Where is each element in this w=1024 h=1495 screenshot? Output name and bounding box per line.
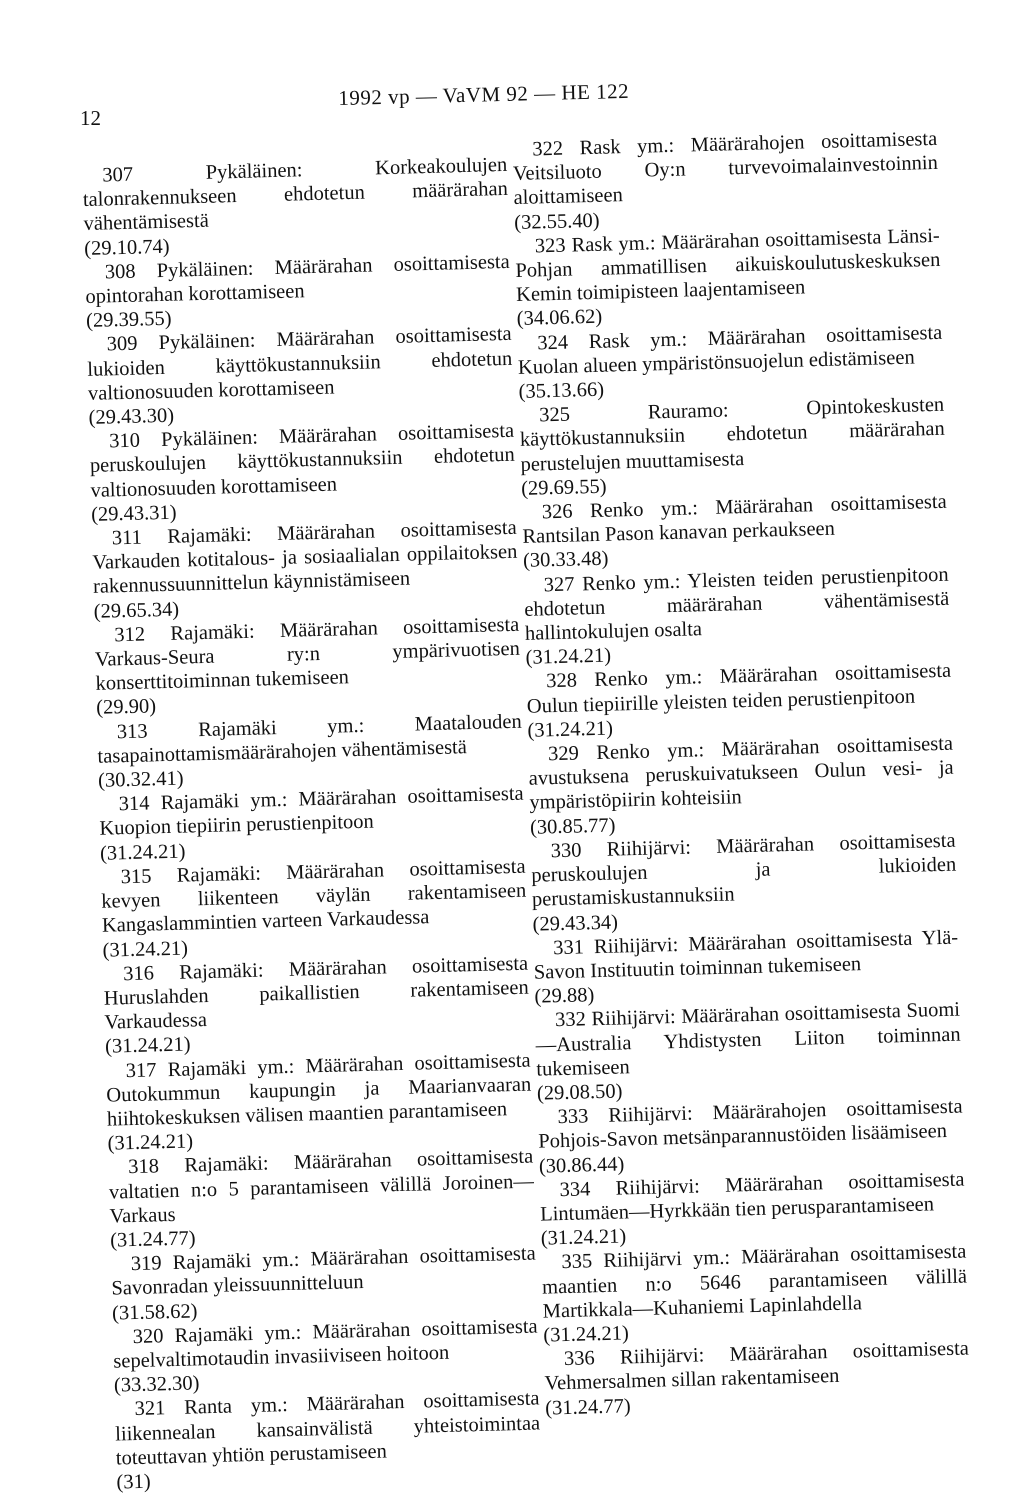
- motion-title: 317 Rajamäki ym.: Määrärahan osoittamisesta Outokummun kaupungin ja Maarianvaaran hiihtokeskuksen välisen maantien parantamiseen: [106, 1049, 532, 1131]
- motion-entry: [105, 1048, 532, 1156]
- budget-item-code: (29.43.31): [90, 501, 177, 526]
- motion-title: 316 Rajamäki: Määrärahan osoittamisesta Huruslahden paikallistien rakentamiseen Varkaudessa: [103, 952, 529, 1034]
- motion-entry: [528, 732, 955, 840]
- motion-entry: [114, 1387, 541, 1495]
- motion-title: 314 Rajamäki ym.: Määrärahan osoittamisesta Kuopion tiepiirin perustienpitoon: [99, 782, 524, 841]
- budget-item-code: (29.10.74): [83, 235, 170, 260]
- motion-entry: [526, 659, 953, 743]
- motion-title: 336 Riihijärvi: Määrärahan osoittamisesta Vehmersalmen sillan rakentamiseen: [544, 1337, 970, 1395]
- motion-entry: [519, 393, 946, 501]
- motion-entry: [522, 490, 949, 574]
- motion-title: 320 Rajamäki ym.: Määrärahan osoittamisesta sepelvaltimotaudin invasiiviseen hoitoon: [113, 1315, 538, 1373]
- budget-item-code: (29.88): [534, 984, 595, 1008]
- budget-item-code: (30.32.41): [97, 767, 184, 792]
- motion-entry: [515, 224, 942, 332]
- motion-entry: [541, 1240, 968, 1348]
- motion-entry: [94, 613, 521, 721]
- motion-entry: [98, 782, 525, 866]
- left-column: [82, 153, 542, 1495]
- page-number: 12: [80, 106, 101, 130]
- budget-item-code: (29.43.30): [88, 404, 175, 429]
- budget-item-code: (29.08.50): [536, 1080, 623, 1105]
- motion-title: 313 Rajamäki ym.: Maatalouden tasapainottamismäärärahojen vähentämisestä: [97, 710, 523, 768]
- budget-item-code: (31.24.21): [99, 840, 186, 865]
- motion-title: 322 Rask ym.: Määrärahojen osoittamisesta Veitsiluoto Oy:n turvevoimalainvestoinnin aloittamiseen: [512, 127, 939, 210]
- motion-entry: [85, 250, 512, 334]
- motion-entry: [112, 1314, 539, 1398]
- motion-title: 331 Riihijärvi: Määrärahan osoittamisesta Ylä-Savon Instituutin toiminnan tukemiseen: [533, 926, 959, 984]
- motion-title: 335 Riihijärvi ym.: Määrärahan osoittamisesta maantien n:o 5646 parantamiseen välillä Martikkala—Kuhaniemi Lapinlahdella: [541, 1240, 968, 1323]
- motion-title: 309 Pykäläinen: Määrärahan osoittamisesta lukioiden käyttökustannuksiin ehdotetun valtionosuuden korottamiseen: [87, 323, 513, 405]
- budget-item-code: (30.85.77): [529, 814, 616, 839]
- budget-item-code: (30.86.44): [538, 1152, 625, 1178]
- budget-item-code: (29.39.55): [85, 307, 172, 333]
- motion-entry: [86, 322, 513, 430]
- motion-title: 334 Riihijärvi: Määrärahan osoittamisesta Lintumäen—Hyrkkään tien perusparantamiseen: [539, 1168, 965, 1226]
- budget-item-code: (30.33.48): [522, 548, 609, 573]
- budget-item-code: (31.24.21): [543, 1322, 630, 1347]
- budget-item-code: (35.13.66): [518, 378, 605, 403]
- motion-title: 315 Rajamäki: Määrärahan osoittamisesta kevyen liikenteen väylän rakentamiseen Kangaslammintien varteen Varkaudessa: [101, 855, 527, 938]
- motion-entry: [530, 829, 957, 937]
- motion-title: 330 Riihijärvi: Määrärahan osoittamisesta peruskoulujen ja lukioiden perustamiskustannuksiin: [531, 829, 957, 912]
- budget-item-code: (31.24.21): [525, 644, 612, 670]
- budget-item-code: (29.65.34): [93, 598, 180, 623]
- motion-title: 311 Rajamäki: Määrärahan osoittamisesta Varkauden kotitalous- ja sosiaalialan oppilaitoksen rakennussuunnittelun käynnistämiseen: [92, 516, 518, 599]
- motion-entry: [517, 320, 944, 404]
- budget-item-code: (29.69.55): [520, 475, 607, 500]
- motion-title: 318 Rajamäki: Määrärahan osoittamisesta valtatien n:o 5 parantamiseen välillä Joroinen—Varkaus: [108, 1145, 535, 1228]
- motion-entry: [108, 1145, 535, 1253]
- right-column: [512, 127, 970, 1420]
- budget-item-code: (31.24.21): [102, 936, 189, 962]
- budget-item-code: (33.32.30): [113, 1372, 200, 1397]
- motion-entry: [533, 925, 960, 1009]
- motion-entry: [111, 1242, 538, 1326]
- motion-entry: [100, 855, 527, 963]
- motion-title: 333 Riihijärvi: Määrärahojen osoittamisesta Pohjois-Savon metsänparannustöiden lisäämiseen: [538, 1095, 963, 1153]
- motion-entry: [97, 709, 524, 793]
- budget-item-code: (31.24.21): [527, 717, 614, 742]
- motion-title: 329 Renko ym.: Määrärahan osoittamisesta avustuksena peruskuivatukseen Oulun vesi- ja ympäristöpiirin kohteisiin: [528, 732, 954, 815]
- budget-item-code: (31.24.21): [540, 1225, 627, 1250]
- budget-item-code: (31.24.21): [104, 1033, 191, 1059]
- motion-title: 308 Pykäläinen: Määrärahan osoittamisesta opintorahan korottamiseen: [85, 250, 510, 308]
- budget-item-code: (31.24.77): [109, 1227, 196, 1252]
- motion-entry: [537, 1095, 964, 1179]
- budget-item-code: (31.24.21): [107, 1130, 194, 1155]
- running-head: 1992 vp — VaVM 92 — HE 122: [338, 78, 630, 110]
- budget-item-code: (29.43.34): [532, 910, 619, 936]
- motion-title: 307 Pykäläinen: Korkeakoulujen talonrakennukseen ehdotetun määrärahan vähentämisestä: [82, 153, 509, 236]
- motion-title: 321 Ranta ym.: Määrärahan osoittamisesta liikennealan kansainvälistä yhteistoimintaa toteuttavan yhtiön perustamiseen: [114, 1387, 541, 1470]
- motion-title: 325 Rauramo: Opintokeskusten käyttökustannuksiin ehdotetun määrärahan perustelujen muuttamisesta: [519, 394, 946, 476]
- motion-title: 332 Riihijärvi: Määrärahan osoittamisesta Suomi—Australia Yhdistysten Liiton toiminnan tukemiseen: [535, 998, 961, 1081]
- motion-title: 323 Rask ym.: Määrärahan osoittamisesta Länsi-Pohjan ammatillisen aikuiskoulutuskeskuksen Kemin toimipisteen laajentamiseen: [515, 224, 941, 307]
- budget-item-code: (31): [116, 1470, 151, 1494]
- motion-title: 310 Pykäläinen: Määrärahan osoittamisesta peruskoulujen käyttökustannuksiin ehdotetun valtionosuuden korottamiseen: [89, 420, 516, 502]
- motion-title: 319 Rajamäki ym.: Määrärahan osoittamisesta Savonradan yleissuunnitteluun: [111, 1242, 536, 1300]
- budget-item-code: (31.58.62): [111, 1299, 198, 1325]
- motion-title: 312 Rajamäki: Määrärahan osoittamisesta Varkaus-Seura ry:n ympärivuotisen konserttitoiminnan tukemiseen: [94, 613, 521, 696]
- motion-entry: [82, 153, 509, 261]
- budget-item-code: (31.24.77): [544, 1394, 631, 1420]
- budget-item-code: (29.90): [95, 695, 157, 720]
- motion-entry: [89, 419, 516, 527]
- budget-item-code: (34.06.62): [516, 306, 603, 331]
- motion-title: 324 Rask ym.: Määrärahan osoittamisesta Kuolan alueen ympäristönsuojelun edistämiseen: [517, 321, 943, 379]
- motion-entry: [544, 1337, 971, 1421]
- motion-entry: [92, 516, 519, 624]
- motion-title: 328 Renko ym.: Määrärahan osoittamisesta Oulun tiepiirille yleisten teiden perustienpitoon: [526, 660, 952, 718]
- motion-entry: [103, 951, 530, 1059]
- motion-entry: [535, 998, 962, 1106]
- motion-entry: [539, 1167, 966, 1251]
- budget-item-code: (32.55.40): [513, 209, 600, 234]
- motion-title: 327 Renko ym.: Yleisten teiden perustienpitoon ehdotetun määrärahan vähentämisestä hallintokulujen osalta: [524, 563, 950, 645]
- motion-title: 326 Renko ym.: Määrärahan osoittamisesta Rantsilan Pason kanavan perkaukseen: [522, 490, 947, 549]
- motion-entry: [523, 562, 950, 670]
- motion-entry: [512, 127, 939, 235]
